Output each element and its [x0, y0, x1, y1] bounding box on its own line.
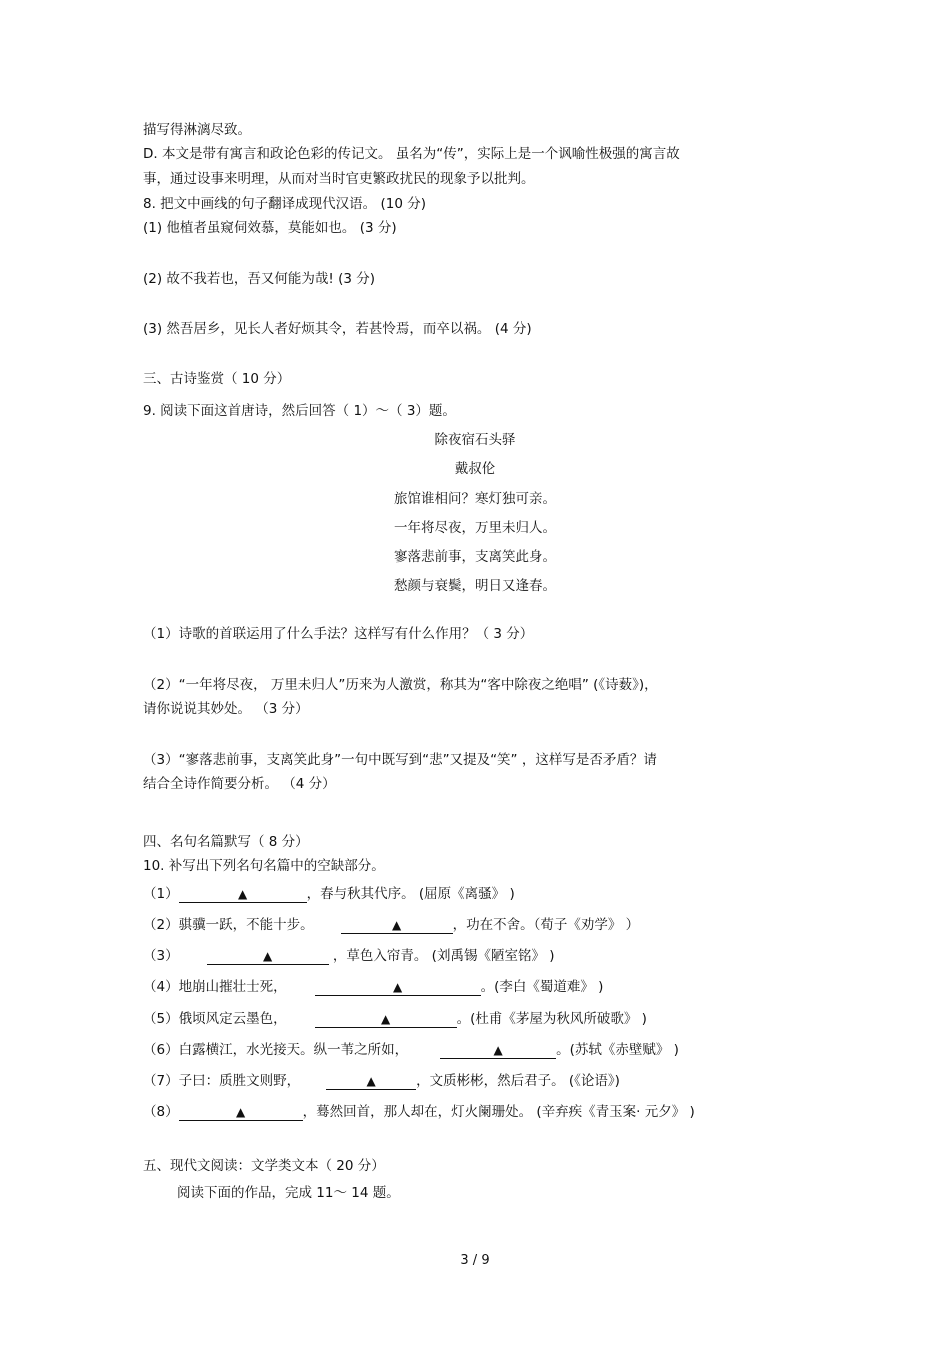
fill-item-7 — [143, 1072, 620, 1090]
fill-suffix: 。(李白《蜀道难》 ) — [480, 979, 604, 995]
fill-prefix: （3） — [143, 948, 179, 964]
fill-suffix: ，功在不舍。（荀子《劝学》 ） — [452, 917, 640, 933]
answer-blank: ▲ — [179, 886, 307, 903]
fill-prefix: （1） — [143, 886, 179, 902]
fill-prefix: （2）骐骥一跃，不能十步。 — [143, 917, 314, 933]
fill-prefix: （7）子曰：质胜文则野， — [143, 1073, 301, 1089]
question-8-item-3: (3) 然吾居乡，见长人者好烦其令，若甚怜焉，而卒以祸。 (4 分) — [143, 321, 532, 337]
poem-question-3-cont: 结合全诗作简要分析。 （4 分） — [143, 776, 336, 792]
poem-question-1: （1）诗歌的首联运用了什么手法？这样写有什么作用？（ 3 分） — [143, 626, 534, 642]
fill-suffix: 。(杜甫《茅屋为秋风所破歌》 ) — [456, 1011, 647, 1027]
fill-prefix: （6）白露横江，水光接天。纵一苇之所如， — [143, 1042, 409, 1058]
answer-blank: ▲ — [315, 1011, 457, 1028]
fill-suffix: ，春与秋其代序。 (屈原《离骚》 ) — [306, 886, 515, 902]
section-3-title: 三、古诗鉴赏（ 10 分） — [143, 371, 291, 387]
answer-blank: ▲ — [440, 1042, 556, 1059]
poem-line: 一年将尽夜，万里未归人。 — [394, 520, 556, 536]
fill-item-2 — [143, 916, 639, 934]
text-line: 事，通过设事来明理，从而对当时官吏繁政扰民的现象予以批判。 — [143, 171, 535, 187]
fill-item-6 — [143, 1041, 679, 1059]
question-10-heading: 10. 补写出下列名句名篇中的空缺部分。 — [143, 858, 385, 874]
fill-item-5 — [143, 1010, 647, 1028]
poem-question-3: （3）“寥落悲前事，支离笑此身”一句中既写到“悲”又提及“笑” ，这样写是否矛盾？请 — [143, 752, 657, 768]
poem-line: 愁颜与衰鬓，明日又逢春。 — [394, 578, 556, 594]
poem-title: 除夜宿石头驿 — [434, 432, 516, 448]
fill-suffix: ，蓦然回首，那人却在，灯火阑珊处。 (辛弃疾《青玉案· 元夕》 ) — [302, 1104, 695, 1120]
question-8-item-1: (1) 他植者虽窥伺效慕，莫能如也。 (3 分) — [143, 220, 397, 236]
fill-prefix: （4）地崩山摧壮士死， — [143, 979, 287, 995]
answer-blank: ▲ — [315, 979, 481, 996]
fill-item-3 — [143, 947, 555, 965]
poem-line: 旅馆谁相问？寒灯独可亲。 — [394, 491, 556, 507]
fill-prefix: （5）俄顷风定云墨色， — [143, 1011, 287, 1027]
poem-question-2: （2）“一年将尽夜， 万里未归人”历来为人激赏，称其为“客中除夜之绝唱” (《诗薮》)， — [143, 677, 658, 693]
page-number: 3 / 9 — [460, 1253, 490, 1268]
fill-item-8 — [143, 1103, 695, 1121]
text-line: 描写得淋漓尽致。 — [143, 122, 251, 138]
fill-suffix: ，文质彬彬，然后君子。 (《论语》) — [416, 1073, 620, 1089]
fill-suffix: 。(苏轼《赤壁赋》 ) — [556, 1042, 679, 1058]
section-5-title: 五、现代文阅读：文学类文本（ 20 分） — [143, 1158, 385, 1174]
fill-item-1 — [143, 885, 515, 903]
section-4-title: 四、名句名篇默写（ 8 分） — [143, 834, 309, 850]
fill-prefix: （8） — [143, 1104, 179, 1120]
section-5-intro: 阅读下面的作品，完成 11～ 14 题。 — [177, 1185, 400, 1201]
poem-author: 戴叔伦 — [454, 461, 496, 477]
fill-suffix: ，草色入帘青。 (刘禹锡《陋室铭》 ) — [328, 948, 555, 964]
poem-line: 寥落悲前事，支离笑此身。 — [394, 549, 556, 565]
option-d: D. 本文是带有寓言和政论色彩的传记文。 虽名为“传”，实际上是一个讽喻性极强的寓言故 — [143, 146, 680, 162]
answer-blank: ▲ — [326, 1073, 416, 1090]
answer-blank: ▲ — [179, 1104, 303, 1121]
answer-blank: ▲ — [207, 948, 329, 965]
answer-blank: ▲ — [341, 917, 453, 934]
question-8-heading: 8. 把文中画线的句子翻译成现代汉语。 (10 分) — [143, 196, 426, 212]
poem-question-2-cont: 请你说说其妙处。 （3 分） — [143, 701, 309, 717]
fill-item-4 — [143, 978, 603, 996]
question-8-item-2: (2) 故不我若也，吾又何能为哉! (3 分) — [143, 271, 376, 287]
question-9-heading: 9. 阅读下面这首唐诗，然后回答（ 1）～（ 3）题。 — [143, 403, 456, 419]
